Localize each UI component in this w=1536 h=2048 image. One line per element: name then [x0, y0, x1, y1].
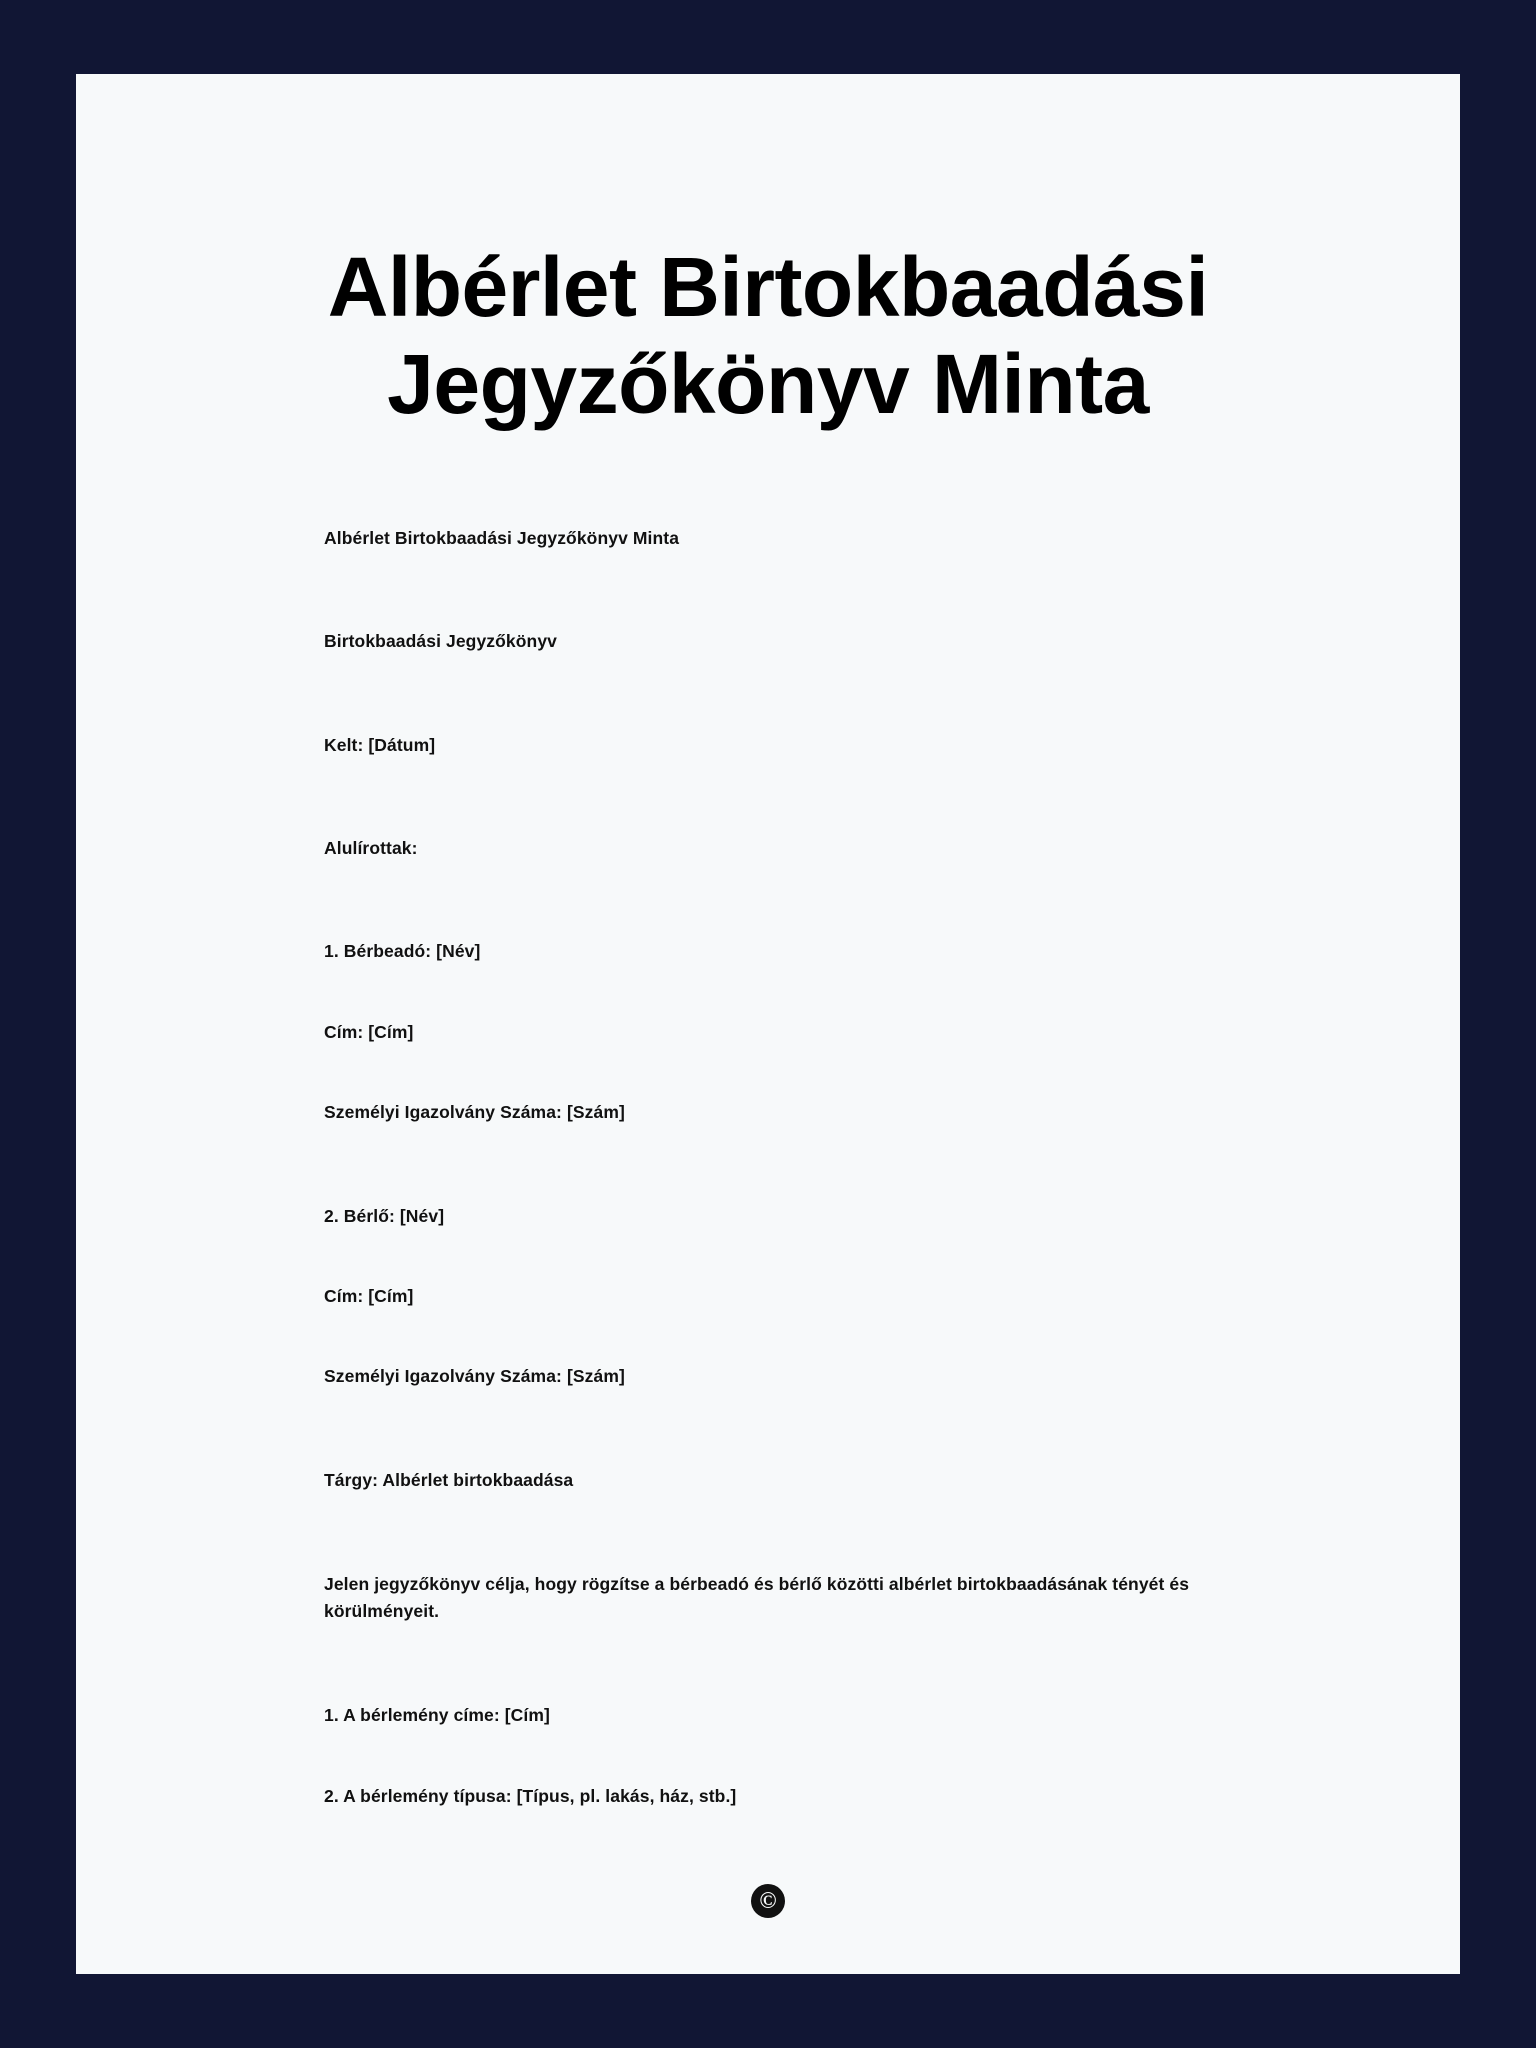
document-footer: [76, 1884, 1460, 1918]
paragraph-tenant-address: Cím: [Cím]: [324, 1285, 414, 1306]
paragraph-landlord-id: Személyi Igazolvány Száma: [Szám]: [324, 1102, 625, 1123]
paragraph-property-type: 2. A bérlemény típusa: [Típus, pl. lakás, ház, stb.]: [324, 1785, 737, 1806]
paragraph-tenant-name: 2. Bérlő: [Név]: [324, 1205, 445, 1226]
paragraph-landlord-address: Cím: [Cím]: [324, 1021, 414, 1042]
copyright-icon: ©: [751, 1884, 785, 1918]
paragraph-property-address: 1. A bérlemény címe: [Cím]: [324, 1705, 550, 1726]
page-title: Albérlet Birtokbaadási Jegyzőkönyv Minta: [327, 240, 1209, 432]
paragraph-subject: Tárgy: Albérlet birtokbaadása: [324, 1469, 574, 1490]
paragraph-tenant-id: Személyi Igazolvány Száma: [Szám]: [324, 1366, 625, 1387]
paragraph-date: Kelt: [Dátum]: [324, 734, 436, 755]
paragraph-subheading: Birtokbaadási Jegyzőkönyv: [324, 631, 557, 652]
paragraph-landlord-name: 1. Bérbeadó: [Név]: [324, 941, 481, 962]
paragraph-heading-1: Albérlet Birtokbaadási Jegyzőkönyv Minta: [324, 527, 680, 548]
paragraph-purpose: Jelen jegyzőkönyv célja, hogy rögzítse a bérbeadó és bérlő közötti albérlet birtokbaadásának tényét és körülményeit.: [324, 1574, 1190, 1622]
document-page: [76, 74, 1460, 1974]
paragraph-undersigned: Alulírottak:: [324, 838, 418, 858]
document-body: [76, 526, 1460, 1809]
